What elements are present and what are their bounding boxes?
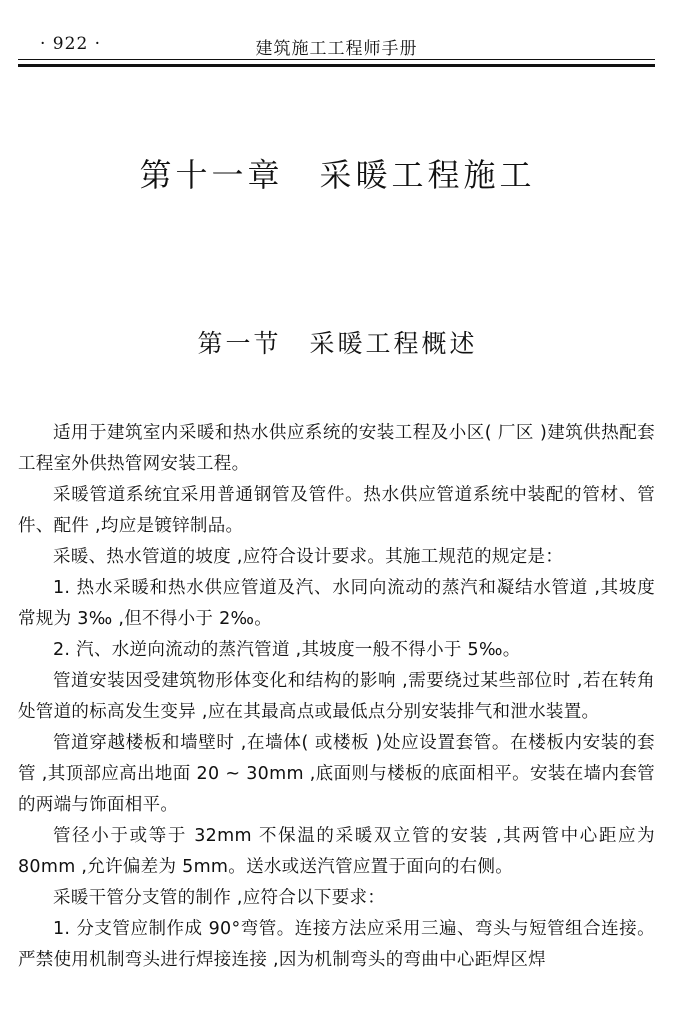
body-text xyxy=(18,418,655,976)
paragraph: 1. 热水采暖和热水供应管道及汽、水同向流动的蒸汽和凝结水管道 ,其坡度常规为 3‰ ,但不得小于 2‰。 xyxy=(18,578,655,629)
chapter-title: 第十一章 采暖工程施工 xyxy=(139,156,536,194)
page-number: · 922 · xyxy=(40,34,102,54)
paragraph: 适用于建筑室内采暖和热水供应系统的安装工程及小区( 厂区 )建筑供热配套工程室外供热管网安装工程。 xyxy=(18,423,655,474)
paragraph: 1. 分支管应制作成 90°弯管。连接方法应采用三遍、弯头与短管组合连接。严禁使用机制弯头进行焊接连接 ,因为机制弯头的弯曲中心距焊区焊 xyxy=(18,919,655,970)
paragraph: 2. 汽、水逆向流动的蒸汽管道 ,其坡度一般不得小于 5‰。 xyxy=(53,640,521,660)
paragraph: 管径小于或等于 32mm 不保温的采暖双立管的安装 ,其两管中心距应为80mm ,允许偏差为 5mm。送水或送汽管应置于面向的右侧。 xyxy=(18,826,655,877)
header-rule-thin xyxy=(18,59,655,60)
section-title: 第一节 采暖工程概述 xyxy=(197,329,478,358)
header-rule-thick xyxy=(18,64,655,67)
paragraph: 采暖管道系统宜采用普通钢管及管件。热水供应管道系统中装配的管材、管件、配件 ,均应是镀锌制品。 xyxy=(18,485,655,536)
paragraph: 采暖干管分支管的制作 ,应符合以下要求： xyxy=(53,888,386,908)
paragraph: 采暖、热水管道的坡度 ,应符合设计要求。其施工规范的规定是： xyxy=(53,547,564,567)
paragraph: 管道穿越楼板和墙壁时 ,在墙体( 或楼板 )处应设置套管。在楼板内安装的套管 ,其顶部应高出地面 20 ~ 30mm ,底面则与楼板的底面相平。安装在墙内套管的两端与饰面相平。 xyxy=(18,733,655,815)
running-header xyxy=(18,34,655,59)
paragraph: 管道安装因受建筑物形体变化和结构的影响 ,需要绕过某些部位时 ,若在转角处管道的标高发生变异 ,应在其最高点或最低点分别安装排气和泄水装置。 xyxy=(18,671,655,722)
book-title: 建筑施工工程师手册 xyxy=(255,39,418,59)
